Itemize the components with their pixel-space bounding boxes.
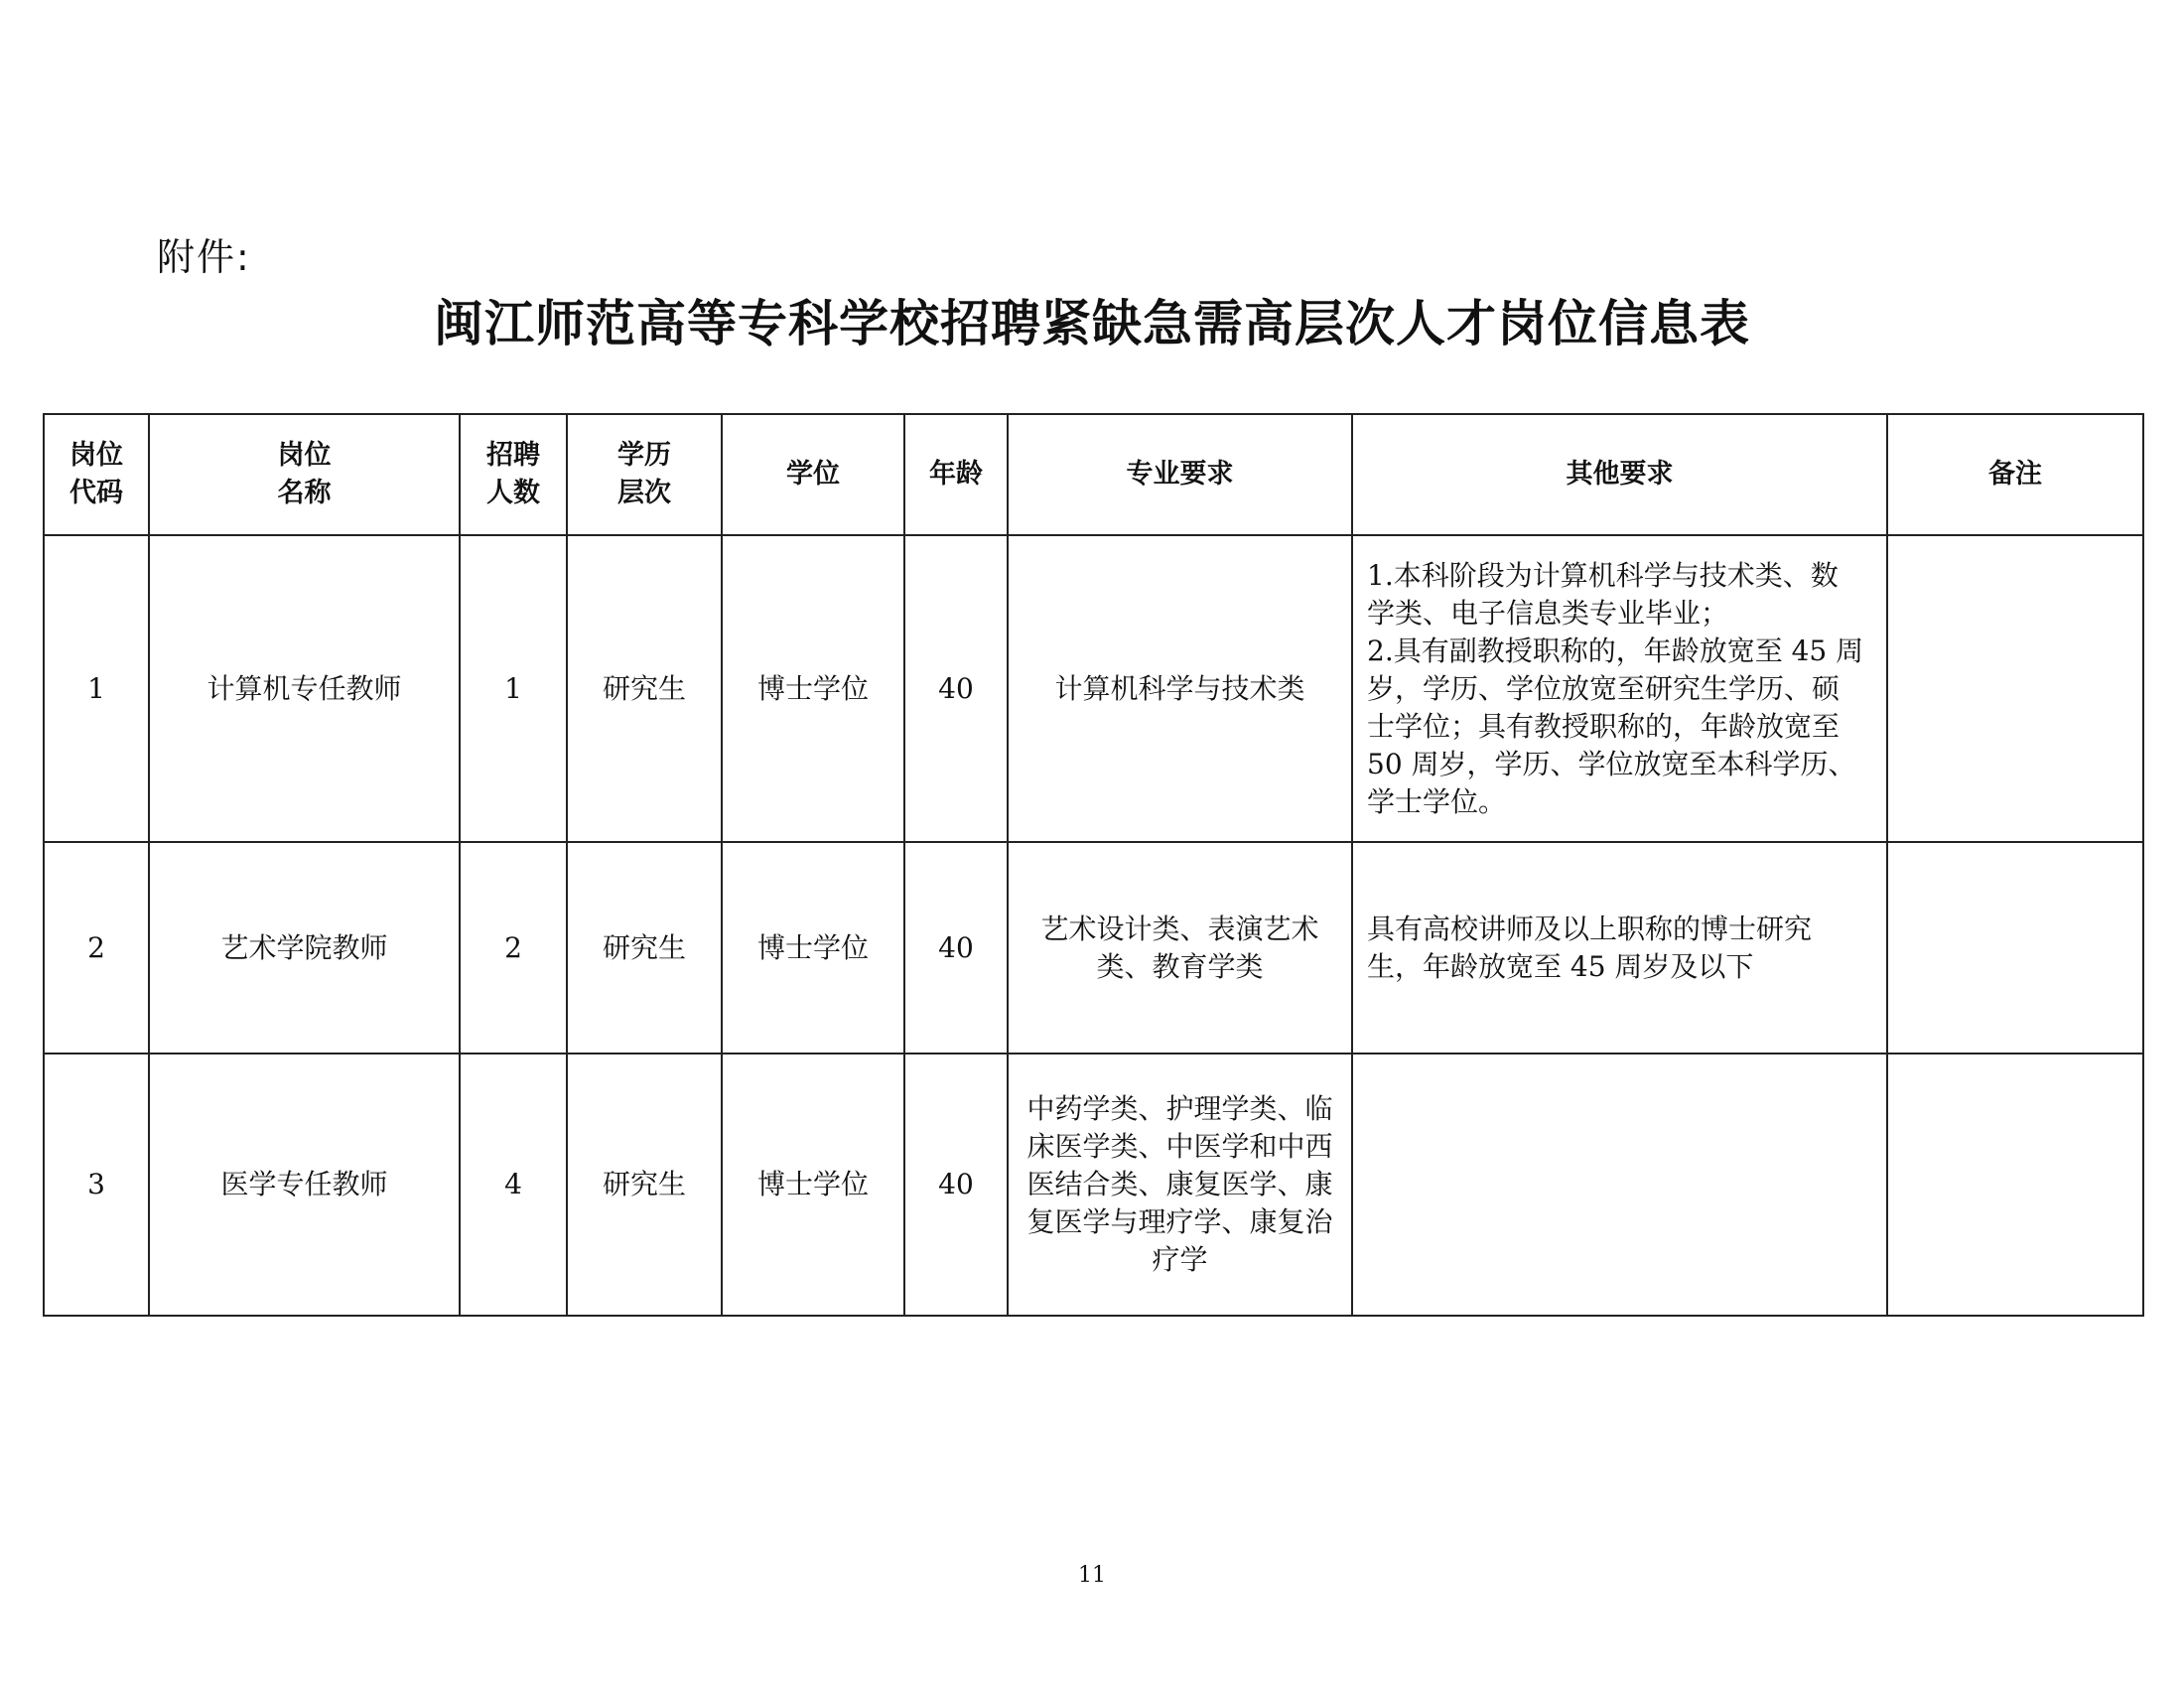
cell-position-code: 2 xyxy=(44,842,149,1054)
cell-hiring-count: 1 xyxy=(460,535,567,842)
header-age: 年龄 xyxy=(904,414,1008,535)
cell-hiring-count: 4 xyxy=(460,1054,567,1316)
table-row xyxy=(44,842,2143,1054)
header-degree: 学位 xyxy=(722,414,904,535)
header-education-level: 学历 层次 xyxy=(567,414,722,535)
cell-position-name: 计算机专任教师 xyxy=(149,535,460,842)
page-number: 11 xyxy=(1078,1563,1106,1588)
header-position-name: 岗位 名称 xyxy=(149,414,460,535)
cell-other-requirement: 具有高校讲师及以上职称的博士研究 生，年龄放宽至 45 周岁及以下 xyxy=(1352,842,1887,1054)
cell-major-requirement: 中药学类、护理学类、临 床医学类、中医学和中西 医结合类、康复医学、康 复医学与理疗学、康复治 疗学 xyxy=(1008,1054,1352,1316)
cell-major-requirement: 计算机科学与技术类 xyxy=(1008,535,1352,842)
cell-education-level: 研究生 xyxy=(567,1054,722,1316)
positions-table xyxy=(43,413,2144,1317)
cell-hiring-count: 2 xyxy=(460,842,567,1054)
cell-degree: 博士学位 xyxy=(722,1054,904,1316)
attachment-label: 附件: xyxy=(157,235,251,279)
cell-degree: 博士学位 xyxy=(722,535,904,842)
header-major-requirement: 专业要求 xyxy=(1008,414,1352,535)
cell-position-code: 1 xyxy=(44,535,149,842)
header-other-requirement: 其他要求 xyxy=(1352,414,1887,535)
table-row xyxy=(44,1054,2143,1316)
cell-other-requirement xyxy=(1352,1054,1887,1316)
cell-position-name: 艺术学院教师 xyxy=(149,842,460,1054)
cell-major-requirement: 艺术设计类、表演艺术 类、教育学类 xyxy=(1008,842,1352,1054)
cell-position-name: 医学专任教师 xyxy=(149,1054,460,1316)
cell-age: 40 xyxy=(904,1054,1008,1316)
cell-remark xyxy=(1887,842,2143,1054)
table-row xyxy=(44,535,2143,842)
cell-remark xyxy=(1887,535,2143,842)
table-header-row xyxy=(44,414,2143,535)
cell-remark xyxy=(1887,1054,2143,1316)
page-title: 闽江师范高等专科学校招聘紧缺急需高层次人才岗位信息表 xyxy=(434,295,1750,352)
cell-age: 40 xyxy=(904,535,1008,842)
cell-position-code: 3 xyxy=(44,1054,149,1316)
cell-education-level: 研究生 xyxy=(567,535,722,842)
header-remark: 备注 xyxy=(1887,414,2143,535)
header-hiring-count: 招聘 人数 xyxy=(460,414,567,535)
cell-degree: 博士学位 xyxy=(722,842,904,1054)
cell-education-level: 研究生 xyxy=(567,842,722,1054)
cell-age: 40 xyxy=(904,842,1008,1054)
header-position-code: 岗位 代码 xyxy=(44,414,149,535)
cell-other-requirement: 1.本科阶段为计算机科学与技术类、数 学类、电子信息类专业毕业； 2.具有副教授职称的，年龄放宽至 45 周 岁，学历、学位放宽至研究生学历、硕 士学位；具有教授职称的，年龄放宽至 50 周岁，学历、学位放宽至本科学历、 学士学位。 xyxy=(1352,535,1887,842)
